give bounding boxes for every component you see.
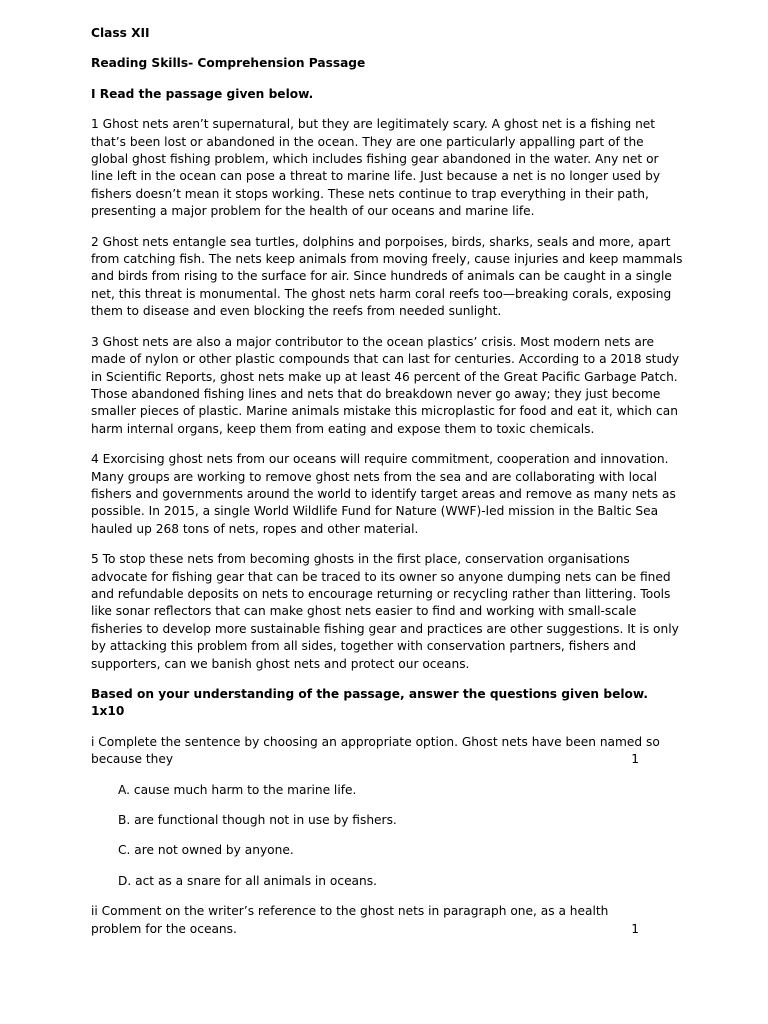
questions-marks-scheme: 1x10: [91, 704, 125, 719]
read-instruction: I Read the passage given below.: [91, 86, 314, 101]
paragraph-2: 2 Ghost nets entangle sea turtles, dolphins and porpoises, birds, sharks, seals and more, apart from catching fish. The nets keep animals from moving freely, cause injuries and keep mammals and birds from rising to the surface for air. Since hundreds of animals can be caught in a single net, this threat is monumental. The ghost nets harm coral reefs too—breaking corals, exposing them to disease and even blocking the reefs from needed sunlight.: [91, 234, 683, 319]
document-content: [91, 25, 683, 951]
class-heading: Class XII: [91, 26, 150, 40]
questions-heading: [91, 686, 683, 721]
question-1-option-a: A. cause much harm to the marine life.: [118, 782, 357, 797]
question-2-line2: problem for the oceans.: [91, 921, 237, 936]
paragraph-3: 3 Ghost nets are also a major contributor to the ocean plastics’ crisis. Most modern nets are made of nylon or other plastic compounds that can last for centuries. According to a 2018 study in Scientific Reports, ghost nets make up at least 46 percent of the Great Pacific Garbage Patch. Those abandoned fishing lines and nets that do breakdown never go away; they just become smaller pieces of plastic. Marine animals mistake this microplastic for food and eat it, which can harm internal organs, keep them from eating and expose them to toxic chemicals.: [91, 334, 680, 436]
question-1-line2-row: [91, 751, 683, 768]
question-1-option-d: D. act as a snare for all animals in oceans.: [118, 873, 377, 888]
question-1-line1: i Complete the sentence by choosing an appropriate option. Ghost nets have been named so: [91, 734, 660, 749]
passage-subtitle: Reading Skills- Comprehension Passage: [91, 56, 366, 71]
paragraph-5: 5 To stop these nets from becoming ghosts in the first place, conservation organisations advocate for fishing gear that can be traced to its owner so anyone dumping nets can be fined and refundable deposits on nets to encourage returning or recycling rather than littering. Tools like sonar reflectors that can make ghost nets easier to find and working with small-scale fisheries to develop more sustainable fishing gear and practices are other suggestions. It is only by attacking this problem from all sides, together with conservation partners, fishers and supporters, can we banish ghost nets and protect our oceans.: [91, 552, 679, 671]
paragraph-1: 1 Ghost nets aren’t supernatural, but they are legitimately scary. A ghost net is a fishing net that’s been lost or abandoned in the ocean. They are one particularly appalling part of the global ghost fishing problem, which includes fishing gear abandoned in the water. Any net or line left in the ocean can pose a threat to marine life. Just because a net is no longer used by fishers doesn’t mean it stops working. These nets continue to trap everything in their path, presenting a major problem for the health of our oceans and marine life.: [91, 117, 661, 219]
question-1: [91, 734, 683, 769]
question-2-line2-row: [91, 921, 683, 938]
question-1-marks: 1: [631, 752, 639, 767]
question-2-marks: 1: [631, 921, 639, 936]
question-1-option-b: B. are functional though not in use by fishers.: [118, 813, 397, 828]
question-2: [91, 903, 683, 938]
question-2-line1: ii Comment on the writer’s reference to the ghost nets in paragraph one, as a health: [91, 904, 609, 919]
questions-heading-text: Based on your understanding of the passage, answer the questions given below.: [91, 687, 648, 701]
question-1-line2: because they: [91, 752, 174, 767]
paragraph-4: 4 Exorcising ghost nets from our oceans will require commitment, cooperation and innovation. Many groups are working to remove ghost nets from the sea and are collaborating with local fishers and governments around the world to identify target areas and remove as many nets as possible. In 2015, a single World Wildlife Fund for Nature (WWF)-led mission in the Baltic Sea hauled up 268 tons of nets, ropes and other material.: [91, 452, 676, 536]
question-1-option-c: C. are not owned by anyone.: [118, 843, 294, 858]
